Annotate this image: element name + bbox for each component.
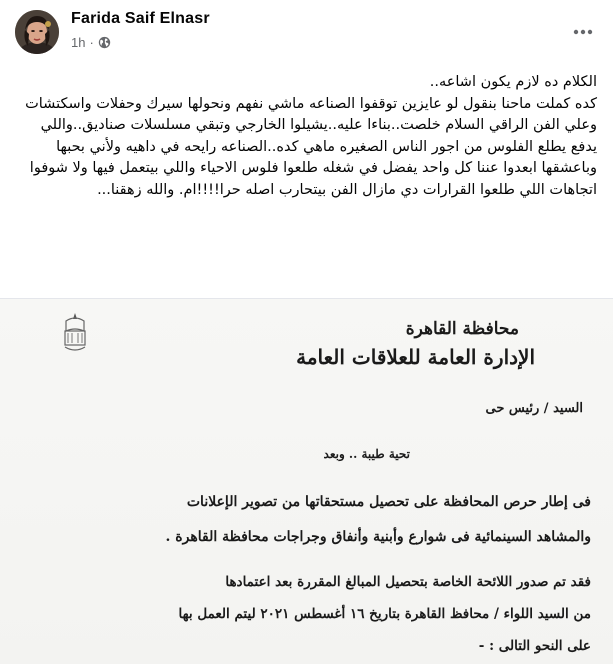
post-meta [71, 35, 111, 50]
emblem-icon [60, 311, 90, 355]
letter-body-line: على النحو التالى : - [478, 638, 591, 654]
letter-body-line: فى إطار حرص المحافظة على تحصيل مستحقاتها من تصوير الإعلانات [186, 494, 591, 510]
letter-body-line: من السيد اللواء / محافظ القاهرة بتاريخ ١٦ أغسطس ٢٠٢١ ليتم العمل بها [178, 606, 591, 622]
author-name[interactable]: Farida Saif Elnasr [71, 10, 210, 27]
governorate-name: محافظة القاهرة [405, 319, 519, 339]
post-time[interactable]: 1h [71, 35, 86, 50]
author-avatar[interactable] [15, 10, 59, 54]
meta-separator: · [89, 35, 94, 50]
post-header [0, 0, 613, 62]
more-options-button[interactable] [565, 22, 601, 42]
letter-greeting: تحية طيبة .. وبعد [323, 447, 410, 461]
department-name: الإدارة العامة للعلاقات العامة [296, 345, 535, 369]
letter-addressee: السيد / رئيس حى [485, 401, 583, 416]
more-horizontal-icon [573, 29, 593, 35]
post-text: الكلام ده لازم يكون اشاعه.. كده كملت ماحنا بنقول لو عايزين توقفوا الصناعه ماشي نفهم ونحولها سيرك وحفلات واسكتشات وعلي الفن الراقي السلام خلصت..بناءا عليه..يشيلوا الخارجي وتبقي مسلسلات صناديق..واللي يدفع يطلع الفلوس من اجور الناس الصغيره ماهي كده..الصناعه رايحه في داهيه ولأني بحبها وباعشقها ابعدوا عننا كل واحد يفضل في شغله طلعوا فلوس الاحياء واللي بيتعمل فيها ولا شوفوا اتجاهات اللي طلعوا القرارات دي مازال الفن بيتحارب اصله حرا!!!!ام. والله زهقنا... [25, 74, 597, 198]
globe-icon[interactable] [98, 36, 111, 49]
letter-body-line: فقد تم صدور اللائحة الخاصة بتحصيل المبالغ المقررة بعد اعتمادها [225, 574, 591, 590]
letter-body-line: والمشاهد السينمائية فى شوارع وأبنية وأنفاق وجراجات محافظة القاهرة . [165, 529, 591, 545]
attached-document-image[interactable] [0, 299, 613, 664]
